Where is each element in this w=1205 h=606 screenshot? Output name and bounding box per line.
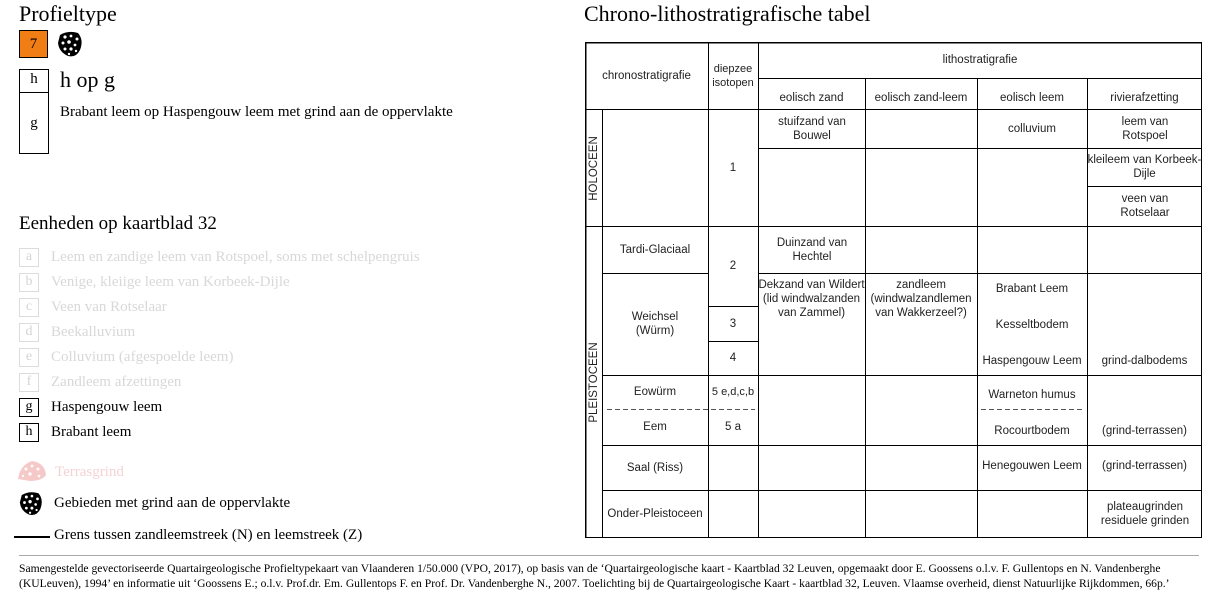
legend-key: d bbox=[19, 323, 39, 342]
legend-key: f bbox=[19, 373, 39, 392]
cell-veen: veen van Rotselaar bbox=[1120, 193, 1170, 219]
legend-label: Veen van Rotselaar bbox=[51, 298, 167, 315]
legend-key: a bbox=[19, 248, 39, 267]
legend-key: g bbox=[19, 398, 39, 417]
cell-dekzand: Dekzand van Wildert (lid windwalzanden van Zammel) bbox=[758, 279, 865, 319]
legend-item bbox=[19, 397, 162, 417]
legend-key: b bbox=[19, 273, 39, 292]
legend-key: c bbox=[19, 298, 39, 317]
gravel-pebbles-icon bbox=[56, 30, 84, 58]
profieltype-number-badge bbox=[19, 30, 48, 58]
cell-warneton-humus: Warneton humus bbox=[988, 389, 1076, 401]
cell-grind-dalbodems: grind-dalbodems bbox=[1101, 355, 1188, 367]
epoch-holoceen: HOLOCEEN bbox=[587, 136, 600, 201]
header-diepzee-isotopen: diepzee isotopen bbox=[712, 62, 754, 89]
legend-label: Leem en zandige leem van Rotspoel, soms met schelpengruis bbox=[51, 248, 420, 265]
profile-bottom-layer: g bbox=[30, 115, 38, 131]
isotope-3: 3 bbox=[729, 317, 737, 330]
cell-colluvium: colluvium bbox=[1008, 122, 1056, 135]
period-weichsel: Weichsel (Würm) bbox=[631, 311, 679, 337]
header-eolisch-zandleem: eolisch zand-leem bbox=[874, 91, 968, 104]
legend-label: Zandleem afzettingen bbox=[51, 373, 182, 390]
isotope-1: 1 bbox=[729, 161, 737, 174]
period-tardi-glaciaal: Tardi-Glaciaal bbox=[619, 243, 691, 256]
cell-zandleem: zandleem (windwalzandlemen van Wakkerzeel?) bbox=[870, 279, 972, 319]
cell-grind-terrassen-1: (grind-terrassen) bbox=[1102, 425, 1187, 437]
cell-grind-terrassen-2: (grind-terrassen) bbox=[1102, 460, 1187, 472]
grind-oppervlakte-label: Gebieden met grind aan de oppervlakte bbox=[54, 495, 291, 511]
footer-divider bbox=[19, 555, 1199, 556]
profile-title: h op g bbox=[60, 67, 115, 92]
period-onder-pleistoceen: Onder-Pleistoceen bbox=[607, 508, 703, 520]
period-saal: Saal (Riss) bbox=[626, 461, 684, 474]
legend-item bbox=[19, 347, 233, 367]
chrono-litho-table bbox=[585, 42, 1202, 538]
legend-item bbox=[19, 247, 420, 267]
legend-label: Venige, kleiige leem van Korbeek-Dijle bbox=[51, 273, 290, 290]
legend-item bbox=[19, 297, 167, 317]
eenheden-title: Eenheden op kaartblad 32 bbox=[19, 213, 217, 234]
terrasgrind-label: Terrasgrind bbox=[55, 464, 124, 480]
cell-plateaugrinden: plateaugrinden residuele grinden bbox=[1100, 501, 1190, 527]
profieltype-title: Profieltype bbox=[19, 1, 117, 26]
legend-key: h bbox=[19, 423, 39, 442]
cell-duinzand: Duinzand van Hechtel bbox=[776, 236, 848, 263]
epoch-pleistoceen: PLEISTOCEEN bbox=[587, 342, 600, 423]
legend-key: e bbox=[19, 348, 39, 367]
legend-item bbox=[19, 322, 135, 342]
profile-description: Brabant leem op Haspengouw leem met grind aan de oppervlakte bbox=[60, 104, 453, 120]
legend-label: Haspengouw leem bbox=[51, 398, 163, 415]
legend-item bbox=[19, 422, 131, 442]
isotope-4: 4 bbox=[729, 352, 737, 364]
legend-item bbox=[19, 272, 290, 292]
table-title: Chrono-lithostratigrafische tabel bbox=[584, 1, 871, 26]
isotope-5edcb: 5 e,d,c,b bbox=[711, 386, 755, 398]
cell-kleileem: kleileem van Korbeek-Dijle bbox=[1087, 154, 1202, 180]
header-eolisch-leem: eolisch leem bbox=[1000, 91, 1064, 104]
profile-divider bbox=[19, 92, 49, 93]
period-eowurm: Eowürm bbox=[633, 386, 677, 398]
terrasgrind-icon bbox=[12, 457, 50, 483]
legend-label: Beekalluvium bbox=[51, 323, 136, 340]
header-chronostratigrafie: chronostratigrafie bbox=[602, 69, 691, 82]
gravel-pebbles-icon bbox=[18, 490, 44, 517]
header-lithostratigrafie: lithostratigrafie bbox=[942, 54, 1018, 66]
cell-henegouwen-leem: Henegouwen Leem bbox=[982, 460, 1082, 472]
cell-rocourtbodem: Rocourtbodem bbox=[994, 425, 1070, 437]
header-rivierafzetting: rivierafzetting bbox=[1110, 91, 1179, 104]
header-eolisch-zand: eolisch zand bbox=[779, 91, 844, 104]
legend-label: Colluvium (afgespoelde leem) bbox=[51, 348, 234, 365]
legend-item bbox=[19, 372, 181, 392]
cell-stuifzand: stuifzand van Bouwel bbox=[778, 115, 846, 142]
cell-leem-rotspoel: leem van Rotspoel bbox=[1121, 115, 1169, 142]
grens-label: Grens tussen zandleemstreek (N) en leemstreek (Z) bbox=[54, 527, 363, 543]
cell-haspengouw-leem: Haspengouw Leem bbox=[982, 355, 1082, 367]
footer-source-text: Samengestelde gevectoriseerde Quartairgeologische Profieltypekaart van Vlaanderen 1/50.000 (VPO, 2017), op basis van de ‘Quartairgeologische kaart - Kaartblad 32 Leuven, opgemaakt door E. Goossens o.l.v. F. Gullentops en N. Vandenberghe (KULeuven), 1994’ en informatie uit ‘Goossens E.; o.l.v. Prof.dr. Em. Gullentops F. en Prof. Dr. Vandenberghe N., 2007. Toelichting bij de Quartairgeologische Kaart - kaartblad 32, Leuven. Vlaamse overheid, dienst Natuurlijke Rijkdommen, 66p.’ bbox=[19, 562, 1170, 590]
profile-top-layer: h bbox=[30, 71, 38, 87]
period-eem: Eem bbox=[643, 421, 667, 433]
isotope-2: 2 bbox=[729, 260, 737, 272]
isotope-5a: 5 a bbox=[725, 421, 741, 433]
boundary-line-icon bbox=[14, 536, 50, 538]
cell-kesseltbodem: Kesseltbodem bbox=[995, 319, 1069, 331]
legend-label: Brabant leem bbox=[51, 423, 132, 440]
profieltype-number: 7 bbox=[29, 35, 38, 52]
cell-brabant-leem: Brabant Leem bbox=[995, 283, 1069, 295]
